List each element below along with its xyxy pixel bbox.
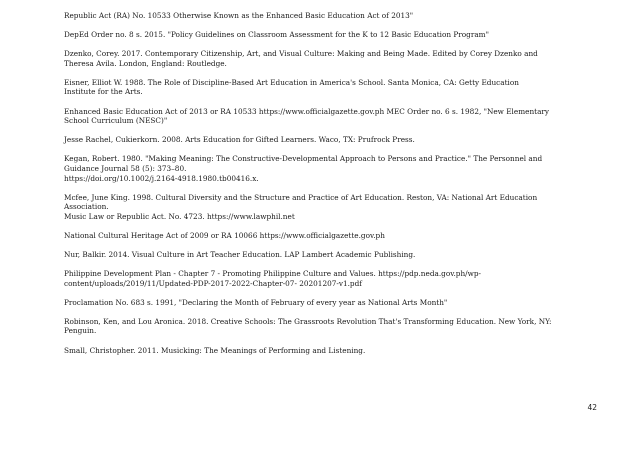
- reference-list: [64, 11, 604, 365]
- reference-line: Institute for the Arts.: [64, 87, 143, 97]
- reference-entry: [64, 193, 604, 222]
- reference-line: Kegan, Robert. 1980. "Making Meaning: The Constructive-Developmental Approach to Persons and Practice." The Personnel and: [64, 154, 543, 164]
- reference-line: Jesse Rachel, Cukierkorn. 2008. Arts Education for Gifted Learners. Waco, TX: Prufrock Press.: [64, 135, 415, 145]
- reference-line: Mcfee, June King. 1998. Cultural Diversity and the Structure and Practice of Art Education. Reston, VA: National Art Education: [64, 192, 538, 202]
- reference-line: Music Law or Republic Act. No. 4723. https://www.lawphil.net: [64, 211, 295, 221]
- reference-line: Theresa Avila. London, England: Routledge.: [64, 58, 227, 68]
- reference-line: School Curriculum (NESC)": [64, 116, 168, 126]
- reference-line: Philippine Development Plan - Chapter 7 - Promoting Philippine Culture and Values. https://pdp.neda.gov.ph/wp-: [64, 269, 482, 279]
- reference-entry: [64, 317, 604, 336]
- reference-line: DepEd Order no. 8 s. 2015. "Policy Guidelines on Classroom Assessment for the K to 12 Basic Education Program": [64, 30, 489, 40]
- reference-line: National Cultural Heritage Act of 2009 or RA 10066 https://www.officialgazette.gov.ph: [64, 230, 385, 240]
- reference-entry: [64, 346, 604, 356]
- reference-entry: [64, 78, 604, 97]
- reference-line: Eisner, Elliot W. 1988. The Role of Discipline-Based Art Education in America's School. Santa Monica, CA: Getty Education: [64, 77, 519, 87]
- reference-line: Republic Act (RA) No. 10533 Otherwise Known as the Enhanced Basic Education Act of 2013": [64, 11, 414, 20]
- reference-line: Nur, Balkir. 2014. Visual Culture in Art Teacher Education. LAP Lambert Academic Publishing.: [64, 250, 416, 259]
- page-number: 42: [587, 403, 597, 412]
- reference-entry: [64, 135, 604, 145]
- reference-entry: [64, 269, 604, 288]
- reference-line: Guidance Journal 58 (5): 373–80.: [64, 163, 187, 173]
- reference-line: Proclamation No. 683 s. 1991, "Declaring the Month of February of every year as National Arts Month": [64, 297, 448, 307]
- reference-entry: [64, 231, 604, 241]
- reference-entry: [64, 30, 604, 40]
- reference-line: https://doi.org/10.1002/j.2164-4918.1980.tb00416.x.: [64, 173, 259, 183]
- reference-entry: [64, 250, 604, 260]
- reference-line: Enhanced Basic Education Act of 2013 or RA 10533 https://www.officialgazette.gov.ph MEC Order no. 6 s. 1982, "New Elementary: [64, 106, 550, 116]
- reference-entry: [64, 11, 604, 21]
- reference-line: Robinson, Ken, and Lou Aronica. 2018. Creative Schools: The Grassroots Revolution That's Transforming Education. New York, NY:: [64, 316, 552, 326]
- reference-entry: [64, 154, 604, 183]
- reference-line: Dzenko, Corey. 2017. Contemporary Citizenship, Art, and Visual Culture: Making and Being Made. Edited by Corey Dzenko and: [64, 49, 538, 59]
- reference-line: Penguin.: [64, 326, 97, 336]
- reference-entry: [64, 298, 604, 308]
- reference-line: content/uploads/2019/11/Updated-PDP-2017-2022-Chapter-07- 20201207-v1.pdf: [64, 278, 362, 288]
- reference-entry: [64, 49, 604, 68]
- reference-line: Small, Christopher. 2011. Musicking: The Meanings of Performing and Listening.: [64, 345, 366, 355]
- reference-line: Association.: [64, 202, 109, 212]
- reference-entry: [64, 107, 604, 126]
